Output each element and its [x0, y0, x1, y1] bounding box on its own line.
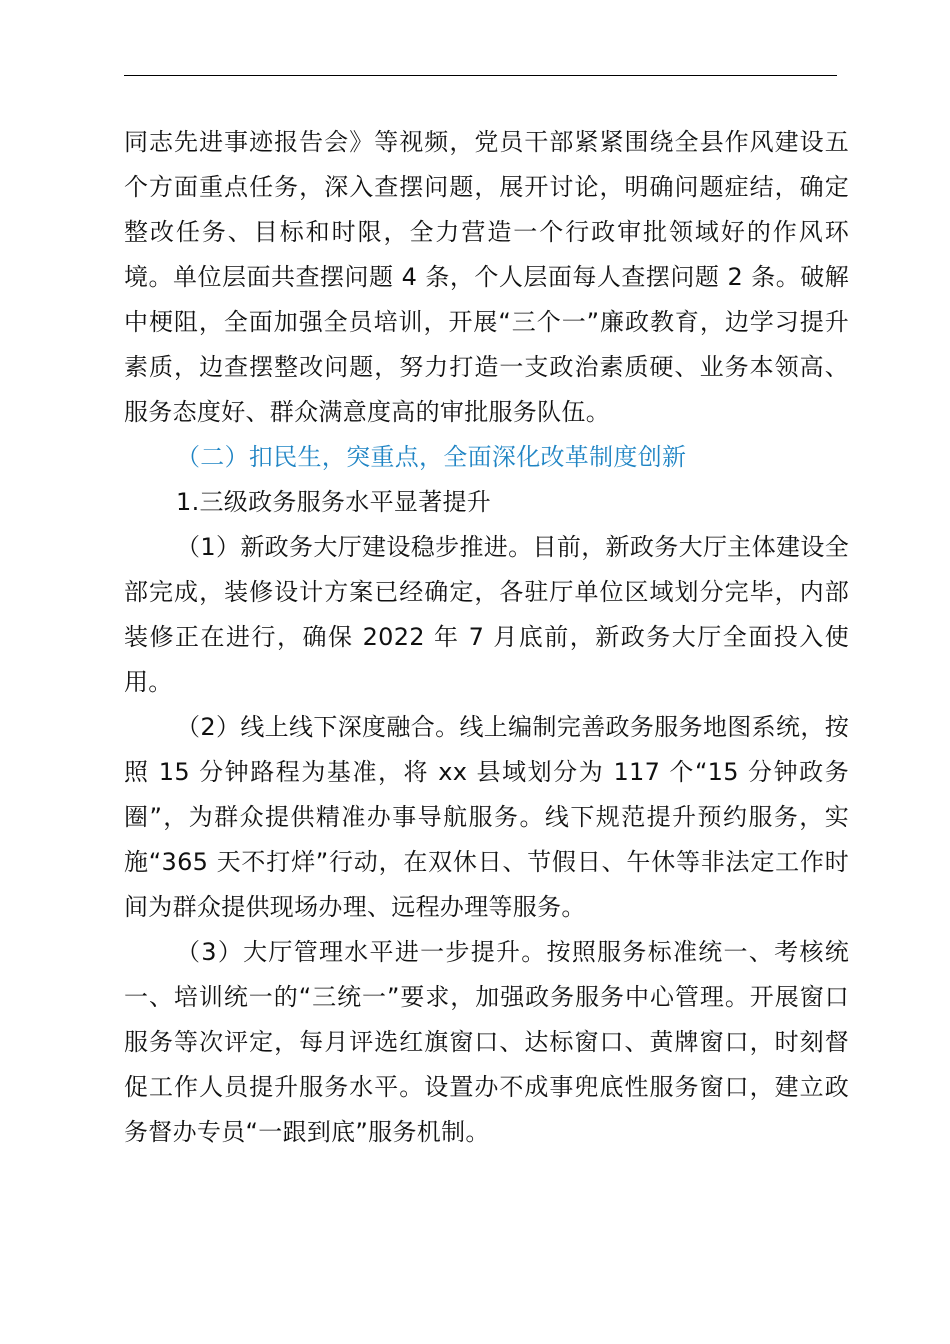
paragraph-item-2: （2）线上线下深度融合。线上编制完善政务服务地图系统，按照 15 分钟路程为基准，将 xx 县域划分为 117 个“15 分钟政务圈”，为群众提供精准办事导航服务。线下规范提升预约服务，实施“365 天不打烊”行动，在双休日、节假日、午休等非法定工作时间为群众提供现场办理、远程办理等服务。: [124, 713, 849, 921]
subsection-title: 1.三级政务服务水平显著提升: [176, 488, 492, 516]
paragraph-continuation: 同志先进事迹报告会》等视频，党员干部紧紧围绕全县作风建设五个方面重点任务，深入查摆问题，展开讨论，明确问题症结，确定整改任务、目标和时限，全力营造一个行政审批领域好的作风环境。单位层面共查摆问题 4 条，个人层面每人查摆问题 2 条。破解中梗阻，全面加强全员培训，开展“三个一”廉政教育，边学习提升素质，边查摆整改问题，努力打造一支政治素质硬、业务本领高、服务态度好、群众满意度高的审批服务队伍。: [124, 128, 849, 426]
section-heading: （二）扣民生，突重点，全面深化改革制度创新: [176, 443, 687, 471]
document-body: [124, 120, 849, 1155]
header-rule: [124, 75, 837, 76]
paragraph-item-1: （1）新政务大厅建设稳步推进。目前，新政务大厅主体建设全部完成，装修设计方案已经确定，各驻厅单位区域划分完毕，内部装修正在进行，确保 2022 年 7 月底前，新政务大厅全面投入使用。: [124, 533, 849, 696]
paragraph-item-3: （3）大厅管理水平进一步提升。按照服务标准统一、考核统一、培训统一的“三统一”要求，加强政务服务中心管理。开展窗口服务等次评定，每月评选红旗窗口、达标窗口、黄牌窗口，时刻督促工作人员提升服务水平。设置办不成事兜底性服务窗口，建立政务督办专员“一跟到底”服务机制。: [124, 938, 849, 1146]
